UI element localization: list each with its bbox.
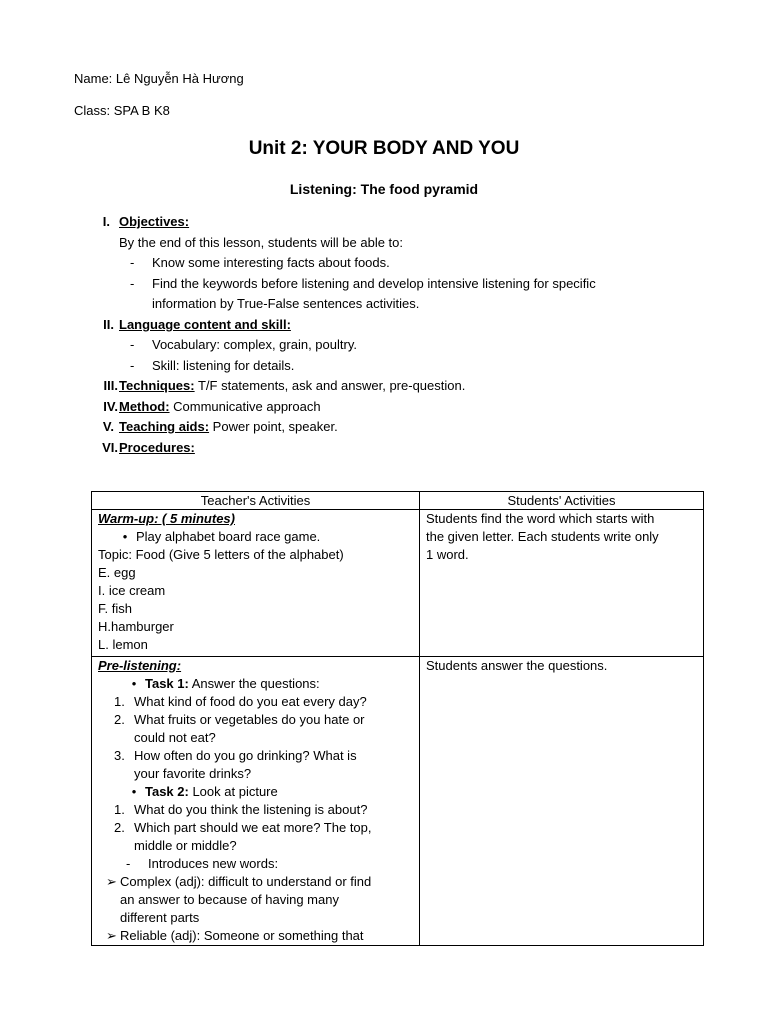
task-2-text: Look at picture — [188, 784, 278, 799]
warmup-word: E. egg — [98, 565, 136, 580]
question-number: 1. — [114, 802, 125, 817]
dash-marker: - — [130, 337, 135, 352]
prelistening-heading: Pre-listening: — [98, 658, 182, 673]
page-subtitle: Listening: The food pyramid — [289, 181, 479, 197]
bullet-marker: • — [131, 676, 137, 691]
student-cell-prelistening — [420, 657, 704, 946]
warmup-word: F. fish — [98, 601, 132, 616]
method-line — [119, 399, 321, 415]
warmup-topic: Topic: Food (Give 5 letters of the alphabet) — [98, 547, 344, 562]
bullet-marker: • — [122, 529, 128, 544]
section-number: VI. — [102, 440, 118, 455]
section-number: I. — [102, 214, 110, 229]
question-number: 2. — [114, 820, 125, 835]
dash-marker: - — [126, 856, 131, 871]
student-text: Students answer the questions. — [426, 658, 608, 673]
warmup-word: I. ice cream — [98, 583, 166, 598]
table-header-row — [92, 492, 704, 510]
dash-marker: - — [130, 358, 135, 373]
student-text: the given letter. Each students write only — [426, 529, 659, 544]
page-title: Unit 2: YOUR BODY AND YOU — [248, 138, 520, 159]
method-text: Communicative approach — [169, 399, 321, 414]
question-text: How often do you go drinking? What is — [134, 748, 357, 763]
vocab-text: Reliable (adj): Someone or something that — [120, 928, 364, 943]
teacher-activities-header: Teacher's Activities — [92, 492, 420, 510]
student-text: Students find the word which starts with — [426, 511, 655, 526]
warmup-word: H.hamburger — [98, 619, 174, 634]
question-text: What fruits or vegetables do you hate or — [134, 712, 365, 727]
class-label: Class: SPA B K8 — [74, 103, 170, 118]
table-row — [92, 510, 704, 657]
section-number: III. — [103, 378, 118, 393]
question-continued: could not eat? — [134, 730, 216, 745]
section-heading-procedures: Procedures: — [119, 440, 195, 455]
question-number: 3. — [114, 748, 125, 763]
student-cell-warmup — [420, 510, 704, 657]
task-1-label: Task 1: — [145, 676, 189, 691]
section-heading-method: Method: — [119, 399, 170, 414]
vocab-continued: different parts — [120, 910, 200, 925]
students-activities-header: Students' Activities — [420, 492, 704, 510]
question-item — [98, 711, 413, 729]
task-2-label: Task 2: — [145, 784, 189, 799]
vocab-item — [98, 927, 413, 945]
warmup-bullet — [98, 528, 413, 546]
arrow-bullet-icon: ➢ — [106, 874, 117, 889]
dash-marker: - — [130, 276, 135, 291]
techniques-line — [119, 378, 465, 394]
warmup-heading: Warm-up: ( 5 minutes) — [98, 511, 235, 526]
task-1 — [98, 675, 413, 693]
question-text: Which part should we eat more? The top, — [134, 820, 372, 835]
question-number: 2. — [114, 712, 125, 727]
task-2 — [98, 783, 413, 801]
question-item — [98, 819, 413, 837]
student-text: 1 word. — [426, 547, 469, 562]
question-continued: middle or middle? — [134, 838, 237, 853]
question-text: What kind of food do you eat every day? — [134, 694, 367, 709]
vocab-continued: an answer to because of having many — [120, 892, 339, 907]
question-text: What do you think the listening is about? — [134, 802, 368, 817]
section-number: V. — [102, 419, 114, 434]
objective-item-continued: information by True-False sentences activities. — [152, 296, 420, 311]
student-name: Name: Lê Nguyễn Hà Hương — [74, 71, 244, 86]
bullet-marker: • — [131, 784, 137, 799]
teaching-aids-line — [119, 419, 338, 435]
question-item — [98, 801, 413, 819]
vocab-text: Complex (adj): difficult to understand or find — [120, 874, 372, 889]
techniques-text: T/F statements, ask and answer, pre-question. — [194, 378, 466, 393]
objective-item: Find the keywords before listening and develop intensive listening for specific — [152, 276, 596, 291]
task-1-text: Answer the questions: — [188, 676, 320, 691]
teaching-aids-text: Power point, speaker. — [209, 419, 338, 434]
section-heading-techniques: Techniques: — [119, 378, 195, 393]
arrow-bullet-icon: ➢ — [106, 928, 117, 943]
section-number: II. — [103, 317, 114, 332]
question-item — [98, 693, 413, 711]
question-number: 1. — [114, 694, 125, 709]
table-row — [92, 657, 704, 946]
dash-marker: - — [130, 255, 135, 270]
section-heading-objectives: Objectives: — [119, 214, 190, 229]
section-number: IV. — [103, 399, 118, 414]
new-words-intro — [98, 855, 413, 873]
section-heading-language: Language content and skill: — [119, 317, 291, 332]
procedures-table — [91, 491, 704, 946]
new-words-text: Introduces new words: — [148, 856, 279, 871]
objectives-intro: By the end of this lesson, students will be able to: — [119, 235, 404, 250]
teacher-cell-warmup — [92, 510, 420, 657]
warmup-bullet-text: Play alphabet board race game. — [136, 529, 321, 544]
section-heading-teaching-aids: Teaching aids: — [119, 419, 210, 434]
vocab-item — [98, 873, 413, 891]
objective-item: Know some interesting facts about foods. — [152, 255, 390, 270]
language-item: Skill: listening for details. — [152, 358, 295, 373]
question-item — [98, 747, 413, 765]
language-item: Vocabulary: complex, grain, poultry. — [152, 337, 357, 352]
warmup-word: L. lemon — [98, 637, 148, 652]
question-continued: your favorite drinks? — [134, 766, 252, 781]
teacher-cell-prelistening — [92, 657, 420, 946]
